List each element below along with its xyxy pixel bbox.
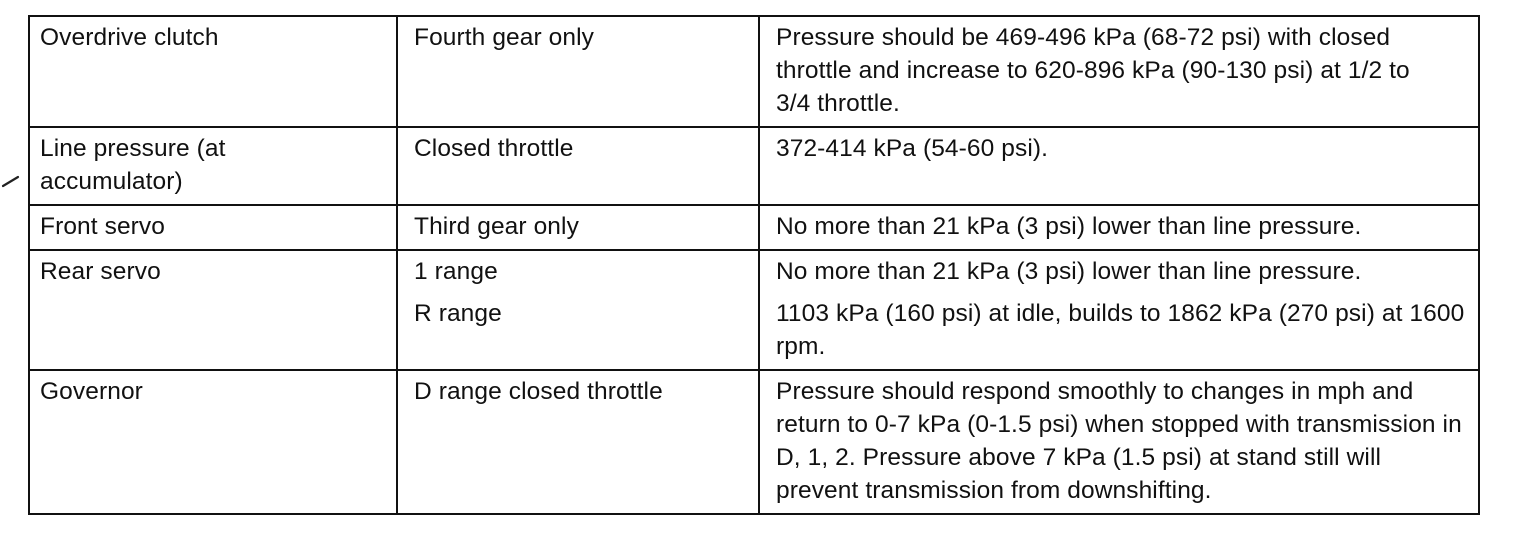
circuit-cell: [29, 250, 397, 370]
spec-cell: [759, 370, 1479, 514]
condition-cell: [397, 16, 759, 127]
condition-cell: [397, 370, 759, 514]
circuit-text: Line pressure (at accumulator): [40, 135, 226, 195]
table-row-front-servo: [29, 205, 1479, 250]
spec-text: Pressure should respond smoothly to changes in mph and return to 0-7 kPa (0-1.5 psi) when stopped with transmission in D, 1, 2. Pressure above 7 kPa (1.5 psi) at stand still will prevent transmission from downshifting.: [776, 378, 1462, 504]
condition-text: Closed throttle: [414, 135, 574, 162]
table-row-line-pressure: [29, 127, 1479, 205]
spec-text: Pressure should be 469-496 kPa (68-72 psi) with closed throttle and increase to 620-896 kPa (90-130 psi) at 1/2 to 3/4 throttle.: [776, 24, 1410, 117]
pressure-test-table: [28, 15, 1480, 515]
condition-text: Fourth gear only: [414, 24, 595, 51]
margin-pen-mark: [0, 166, 20, 192]
spec-text: No more than 21 kPa (3 psi) lower than line pressure.: [776, 258, 1362, 285]
circuit-text: Overdrive clutch: [40, 24, 219, 51]
condition-text: Third gear only: [414, 213, 579, 240]
condition-text: 1 range: [414, 258, 498, 285]
circuit-text: Front servo: [40, 213, 165, 240]
spec-cell: [759, 16, 1479, 127]
circuit-cell: [29, 16, 397, 127]
circuit-text: Rear servo: [40, 258, 161, 285]
condition-text: R range: [414, 300, 502, 327]
condition-text: D range closed throttle: [414, 378, 663, 405]
table-row-rear-servo: [29, 250, 1479, 370]
spec-cell: [759, 250, 1479, 370]
table-row-governor: [29, 370, 1479, 514]
spec-text: No more than 21 kPa (3 psi) lower than line pressure.: [776, 213, 1362, 240]
circuit-cell: [29, 205, 397, 250]
table-row-overdrive-clutch: [29, 16, 1479, 127]
spec-text: 1103 kPa (160 psi) at idle, builds to 1862 kPa (270 psi) at 1600 rpm.: [776, 300, 1465, 360]
condition-cell: [397, 127, 759, 205]
circuit-cell: [29, 370, 397, 514]
spec-cell: [759, 205, 1479, 250]
spec-text: 372-414 kPa (54-60 psi).: [776, 135, 1049, 162]
circuit-text: Governor: [40, 378, 143, 405]
condition-cell: [397, 205, 759, 250]
circuit-cell: [29, 127, 397, 205]
condition-cell: [397, 250, 759, 370]
spec-cell: [759, 127, 1479, 205]
